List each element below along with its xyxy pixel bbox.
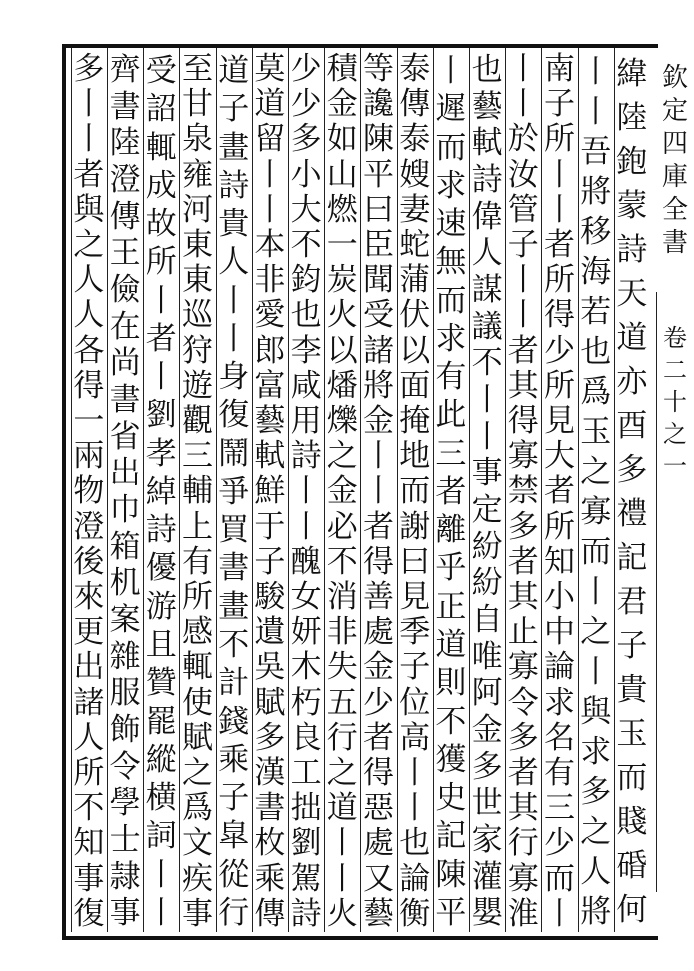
column-text: 少少多小大不鈞也李咸用詩丨丨醜女妍木朽良工拙劉駕詩 <box>290 51 322 932</box>
column-rule <box>433 48 434 932</box>
text-column <box>505 52 541 932</box>
column-rule <box>143 48 144 932</box>
text-column <box>71 52 107 932</box>
column-text: 道子畫詩貴人丨丨身復鬧爭買書畫不計錢乘子皐從行 <box>218 53 250 931</box>
text-column <box>252 52 288 932</box>
text-column <box>143 52 179 932</box>
text-column <box>469 52 505 932</box>
margin-volume: 卷二十之一 <box>663 324 687 480</box>
text-column <box>288 52 324 932</box>
text-column <box>324 52 360 932</box>
margin-header: 欽定四庫全書 <box>661 63 688 258</box>
column-rule <box>469 48 470 932</box>
column-text: 也藝軾詩偉人謀議不丨丨事定紛紛自唯阿金多世家灌嬰 <box>471 52 503 932</box>
margin-fold <box>656 292 693 892</box>
column-rule <box>578 48 579 932</box>
column-rule <box>397 48 398 932</box>
column-text: 丨遲而求速無而求有此三者離乎正道則不獲史記陳平 <box>435 53 467 931</box>
text-column <box>578 52 614 932</box>
text-column <box>179 52 215 932</box>
column-rule <box>505 48 506 932</box>
column-text: 齊書陸澄傳王儉在尚書省出巾箱机案雜服飾令學士隷事 <box>109 52 141 932</box>
column-rule <box>360 48 361 932</box>
column-text: 多丨丨者與之人人各得一兩物澄後來更出諸人所不知事復 <box>73 51 105 932</box>
column-rule <box>252 48 253 932</box>
text-column <box>614 52 650 932</box>
column-rule <box>71 48 72 932</box>
column-text: 積金如山燃一炭火以燔爍之金必不消非失五行之道丨丨火 <box>326 51 358 932</box>
text-column <box>397 52 433 932</box>
text-column <box>433 52 469 932</box>
column-text: 南子所丨丨者所得少所見大者所知小中論求名有三少而丨 <box>543 51 575 932</box>
text-column <box>216 52 252 932</box>
column-rule <box>288 48 289 932</box>
column-text: 至甘泉雍河東東巡狩遊觀三輔上有所感輒使賦之爲文疾事 <box>181 51 213 932</box>
column-rule <box>324 48 325 932</box>
text-column <box>360 52 396 932</box>
text-column <box>107 52 143 932</box>
column-rule <box>614 48 615 932</box>
column-text: 泰傳泰嫂妻蛇蒲伏以面掩地而謝曰見季子位高丨丨也論衡 <box>399 51 431 932</box>
column-text: 丨丨吾將移海若也爲玉之寡而丨之丨與求多之人將 <box>580 54 612 930</box>
column-text: 受詔輒成故所丨者丨劉孝綽詩優游且贊罷縱横詞丨丨 <box>145 53 177 931</box>
text-column <box>541 52 577 932</box>
column-rule <box>216 48 217 932</box>
column-text: 緯陸鉋蒙詩天道亦酉多禮記君子貴玉而賤碈何 <box>616 56 648 928</box>
column-rule <box>107 48 108 932</box>
column-text: 丨丨於汝管子丨丨者其得寡禁多者其止寡令多者其行寡淮 <box>507 51 539 932</box>
column-text: 莫道留丨丨本非愛郎富藝軾鮮于子駿遺吳賦多漢書枚乘傳 <box>254 51 286 932</box>
column-rule <box>541 48 542 932</box>
column-rule <box>179 48 180 932</box>
column-text: 等讒陳平曰臣聞受諸將金丨丨者得善處金少者得惡處又藝 <box>362 51 394 932</box>
